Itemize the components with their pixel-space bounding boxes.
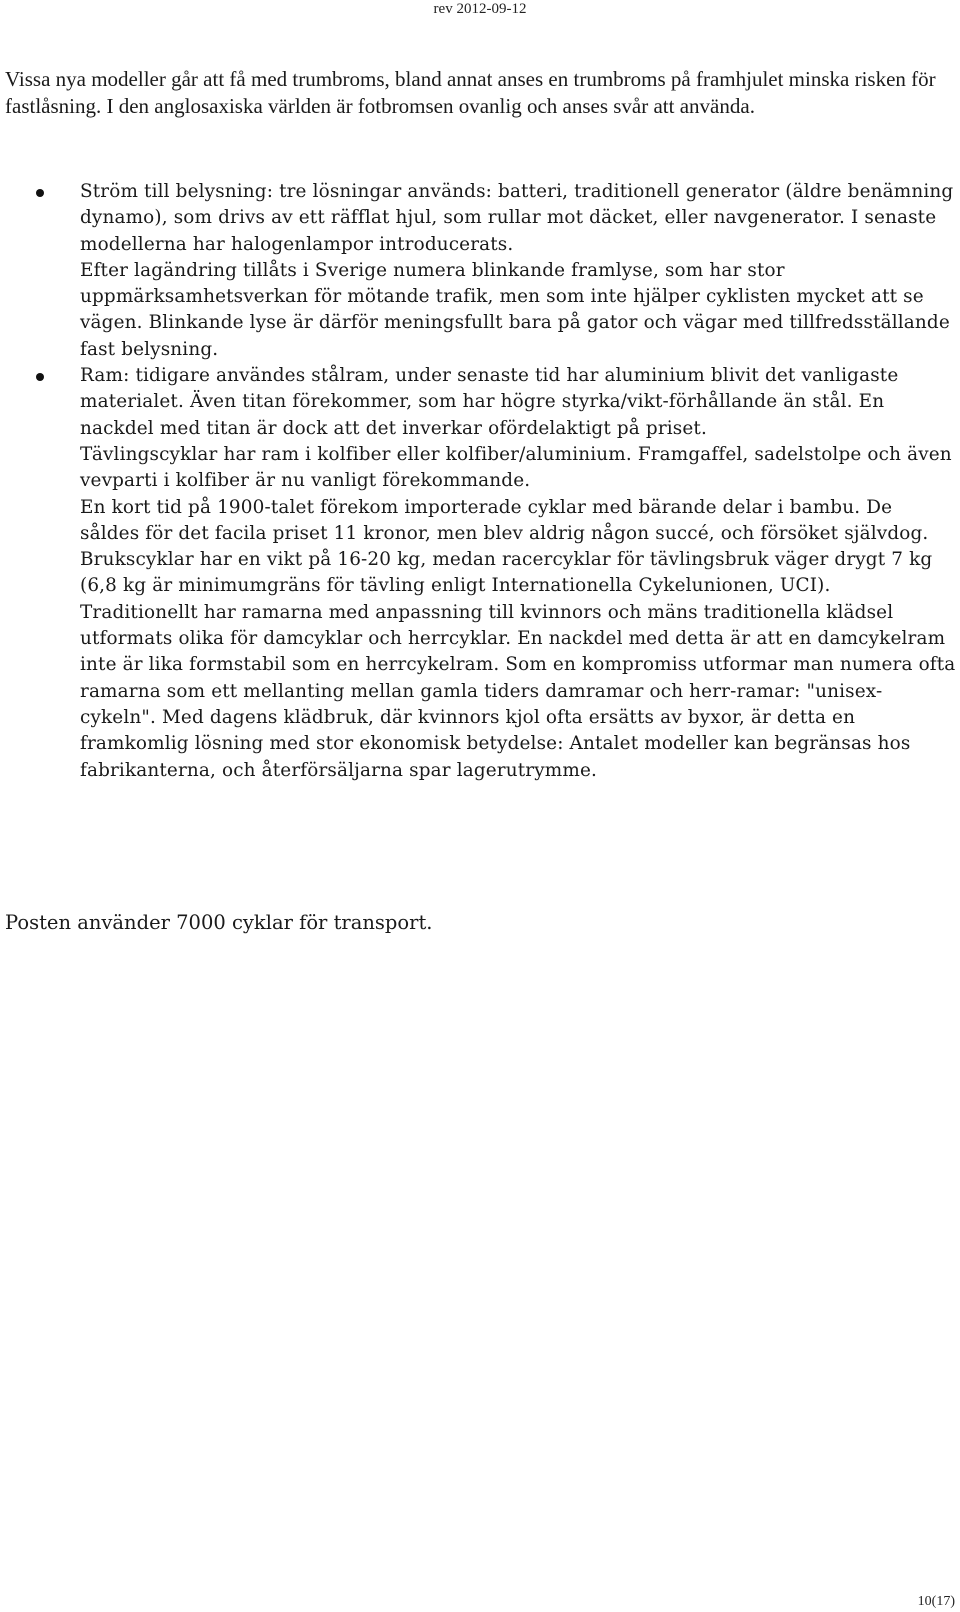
bullet-dot-icon <box>36 373 44 381</box>
bullet-paragraph: Ram: tidigare användes stålram, under senaste tid har aluminium blivit det vanligaste materialet. Även titan förekommer, som har högre styrka/vikt-förhållande än stål. En nackdel med titan är dock att det inverkar ofördelaktigt på priset. <box>80 365 899 439</box>
bullet-paragraph: Brukscyklar har en vikt på 16-20 kg, medan racercyklar för tävlingsbruk väger drygt 7 kg (6,8 kg är minimumgräns för tävling enligt Internationella Cykelunionen, UCI). <box>80 549 933 597</box>
bullet-paragraph: Ström till belysning: tre lösningar används: batteri, traditionell generator (äldre benämning dynamo), som drivs av ett räfflat hjul, som rullar mot däcket, eller navgenerator. I senaste modellerna har halogenlampor introducerats. <box>80 181 954 255</box>
revision-header: rev 2012-09-12 <box>433 1 527 17</box>
bullet-paragraph: Tävlingscyklar har ram i kolfiber eller kolfiber/aluminium. Framgaffel, sadelstolpe och även vevparti i kolfiber är nu vanligt förekommande. <box>80 443 952 492</box>
page-number: 10(17) <box>917 1594 955 1609</box>
closing-paragraph: Posten använder 7000 cyklar för transport. <box>5 911 433 934</box>
bullet-item-lighting <box>0 179 956 363</box>
intro-paragraph: Vissa nya modeller går att få med trumbroms, bland annat anses en trumbroms på framhjulet minska risken för fastlåsning. I den anglosaxiska världen är fotbromsen ovanlig och anses svår att använda. <box>5 67 936 118</box>
bullet-dot-icon <box>36 189 44 197</box>
bullet-paragraph: En kort tid på 1900-talet förekom importerade cyklar med bärande delar i bambu. De såldes för det facila priset 11 kronor, men blev aldrig någon succé, och försöket självdog. <box>80 496 929 544</box>
bullet-paragraph: Efter lagändring tillåts i Sverige numera blinkande framlyse, som har stor uppmärksamhetsverkan för mötande trafik, men som inte hjälper cyklisten mycket att se vägen. Blinkande lyse är därför meningsfullt bara på gator och vägar med tillfredsställande fast belysning. <box>80 259 950 360</box>
bullet-list <box>0 179 960 784</box>
bullet-item-frame <box>0 363 956 784</box>
bullet-paragraph: Traditionellt har ramarna med anpassning till kvinnors och mäns traditionella klädsel utformats olika för damcyklar och herrcyklar. En nackdel med detta är att en damcykelram inte är lika formstabil som en herrcykelram. Som en kompromiss utformar man numera ofta ramarna som ett mellanting mellan gamla tiders damramar och herr-ramar: "unisex-cykeln". Med dagens klädbruk, där kvinnors kjol ofta ersätts av byxor, är detta en framkomlig lösning med stor ekonomisk betydelse: Antalet modeller kan begränsas hos fabrikanterna, och återförsäljarna spar lagerutrymme. <box>80 601 956 781</box>
